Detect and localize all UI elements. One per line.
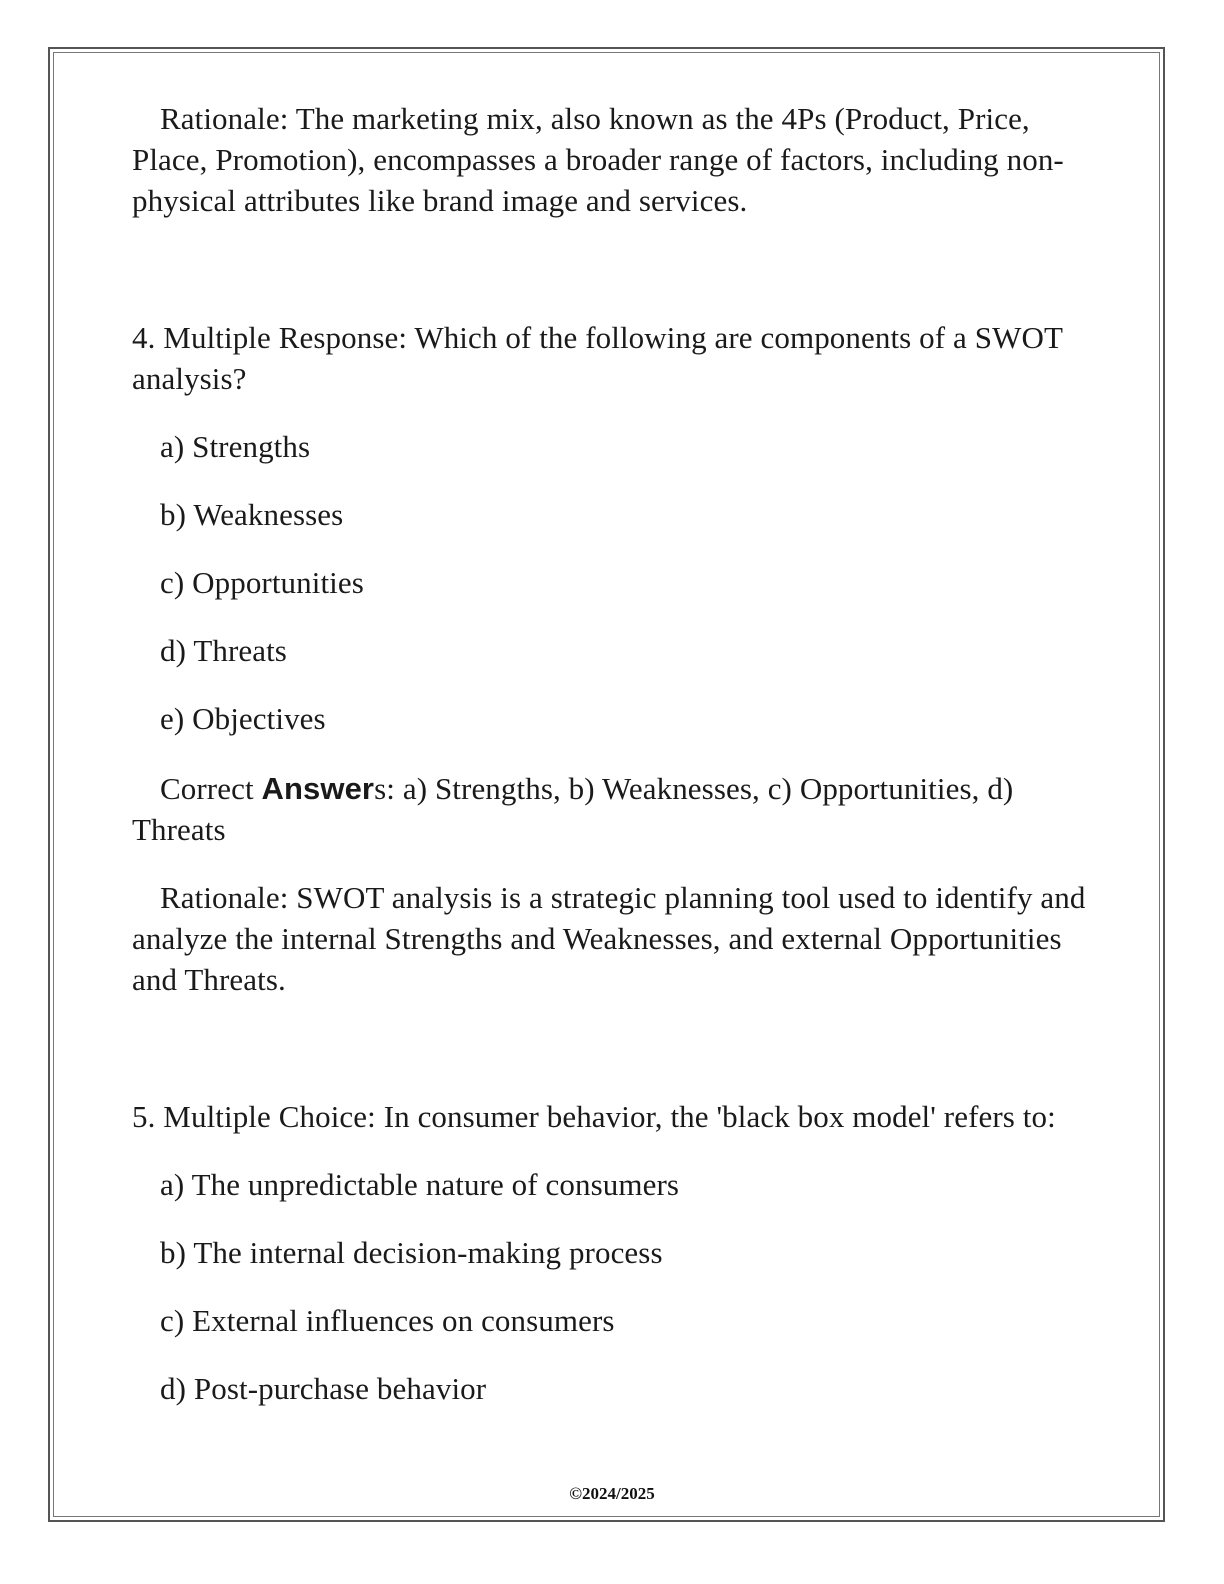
q5-option-a: a) The unpredictable nature of consumers (160, 1167, 680, 1202)
rationale-q4: Rationale: SWOT analysis is a strategic planning tool used to identify and analyze the internal Strengths and Weaknesses, and external Opportunities and Threats. (132, 880, 1086, 997)
q4-option-b: b) Weaknesses (160, 497, 344, 532)
answer-prefix: Correct (160, 771, 262, 806)
q4-option-a: a) Strengths (160, 429, 311, 464)
answer-list: s: a) Strengths, b) Weaknesses, c) Opportunities, d) Threats (132, 771, 1014, 847)
question-4: 4. Multiple Response: Which of the following are components of a SWOT analysis? (132, 320, 1063, 396)
q4-option-e: e) Objectives (160, 701, 326, 736)
q5-option-d: d) Post-purchase behavior (160, 1371, 487, 1406)
q5-option-b: b) The internal decision-making process (160, 1235, 663, 1270)
q5-option-c: c) External influences on consumers (160, 1303, 615, 1338)
q4-option-c: c) Opportunities (160, 565, 364, 600)
rationale-q3: Rationale: The marketing mix, also known as the 4Ps (Product, Price, Place, Promotion), encompasses a broader range of factors, including non-physical attributes like brand image and services. (132, 101, 1064, 218)
q4-option-d: d) Threats (160, 633, 287, 668)
page-content (132, 96, 1092, 1409)
q4-correct-answers (132, 768, 1092, 850)
copyright-footer: ©2024/2025 (569, 1484, 655, 1503)
question-5: 5. Multiple Choice: In consumer behavior, the 'black box model' refers to: (132, 1099, 1056, 1134)
answer-word: Answer (261, 771, 375, 806)
